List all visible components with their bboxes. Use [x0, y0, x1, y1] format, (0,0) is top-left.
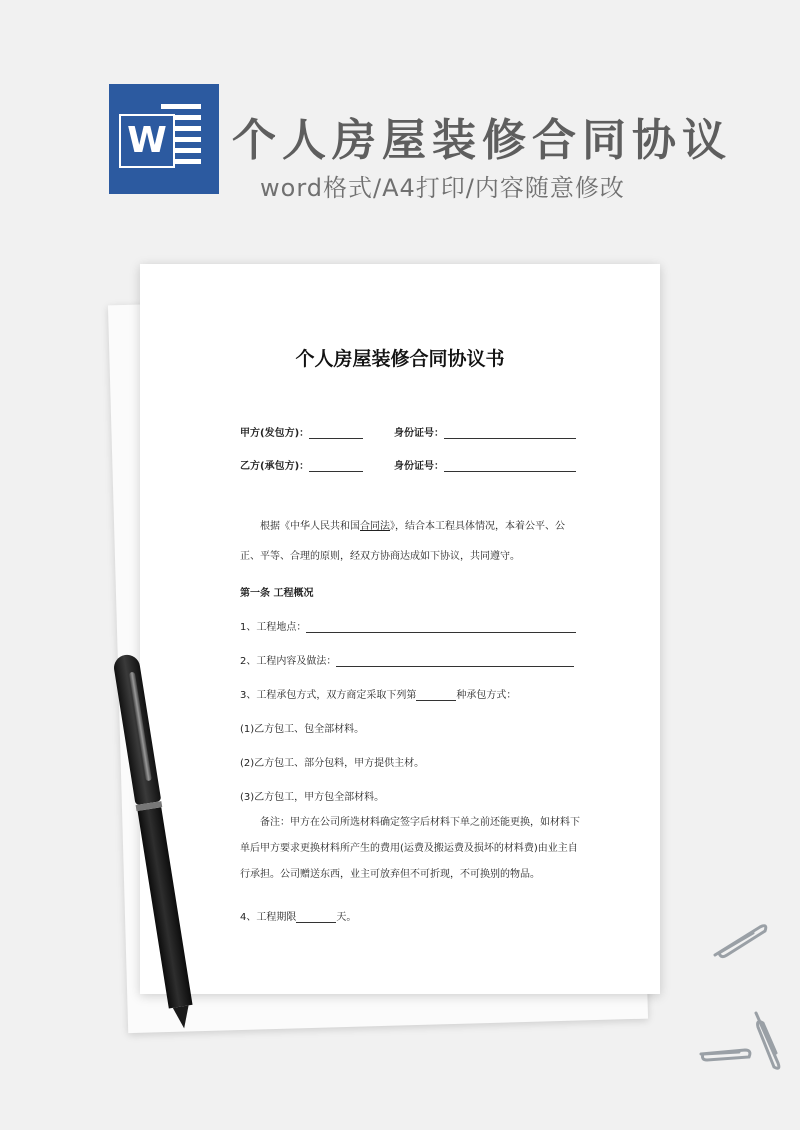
word-letter: W: [119, 114, 175, 168]
party-a-row: [240, 424, 363, 439]
paperclip-icon: [695, 1040, 755, 1070]
note-paragraph: 备注：甲方在公司所选材料确定签字后材料下单之前还能更换，如材料下单后甲方要求更换材料所产生的费用(运费及搬运费及损坏的材料费)由业主自行承担。公司赠送东西，业主可放弃但不可折现，不可换别的物品。: [240, 817, 580, 880]
law-link: 合同法: [360, 521, 390, 532]
content-blank: [336, 657, 574, 667]
document-page: [140, 264, 660, 994]
document-title: 个人房屋装修合同协议书: [295, 348, 505, 370]
party-b-id-label: 身份证号：: [394, 461, 444, 472]
location-blank: [306, 623, 576, 633]
intro-paragraph: 根据《中华人民共和国合同法》，结合本工程具体情况，本着公平、公正、平等、合理的原则，经双方协商达成如下协议，共同遵守。: [240, 521, 565, 562]
party-a-label: 甲方(发包方)：: [240, 428, 310, 439]
option-2: (2)乙方包工、部分包料，甲方提供主材。: [240, 758, 425, 769]
paperclip-icon: [705, 915, 775, 965]
option-1: (1)乙方包工、包全部材料。: [240, 724, 365, 735]
party-b-id-row: [394, 457, 576, 472]
party-a-id-row: [394, 424, 576, 439]
duration-blank: [296, 913, 336, 923]
party-b-row: [240, 457, 363, 472]
party-b-label: 乙方(承包方)：: [240, 461, 310, 472]
party-b-id-blank: [444, 462, 576, 472]
item-contract-method: 3、工程承包方式，双方商定采取下列第 种承包方式：: [240, 690, 517, 701]
word-logo-icon: [109, 84, 219, 194]
party-a-id-blank: [444, 429, 576, 439]
page-title: 个人房屋装修合同协议: [232, 115, 732, 166]
page-subtitle: word格式/A4打印/内容随意修改: [260, 174, 625, 202]
party-b-blank: [309, 462, 363, 472]
option-3: (3)乙方包工，甲方包全部材料。: [240, 792, 385, 803]
item-duration: 4、工程期限 天。: [240, 912, 357, 923]
item-location: 1、工程地点：: [240, 618, 576, 633]
method-blank: [416, 691, 456, 701]
party-a-blank: [309, 429, 363, 439]
item-content: 2、工程内容及做法：: [240, 652, 574, 667]
article1-title: 第一条 工程概况: [240, 588, 314, 599]
party-a-id-label: 身份证号：: [394, 428, 444, 439]
